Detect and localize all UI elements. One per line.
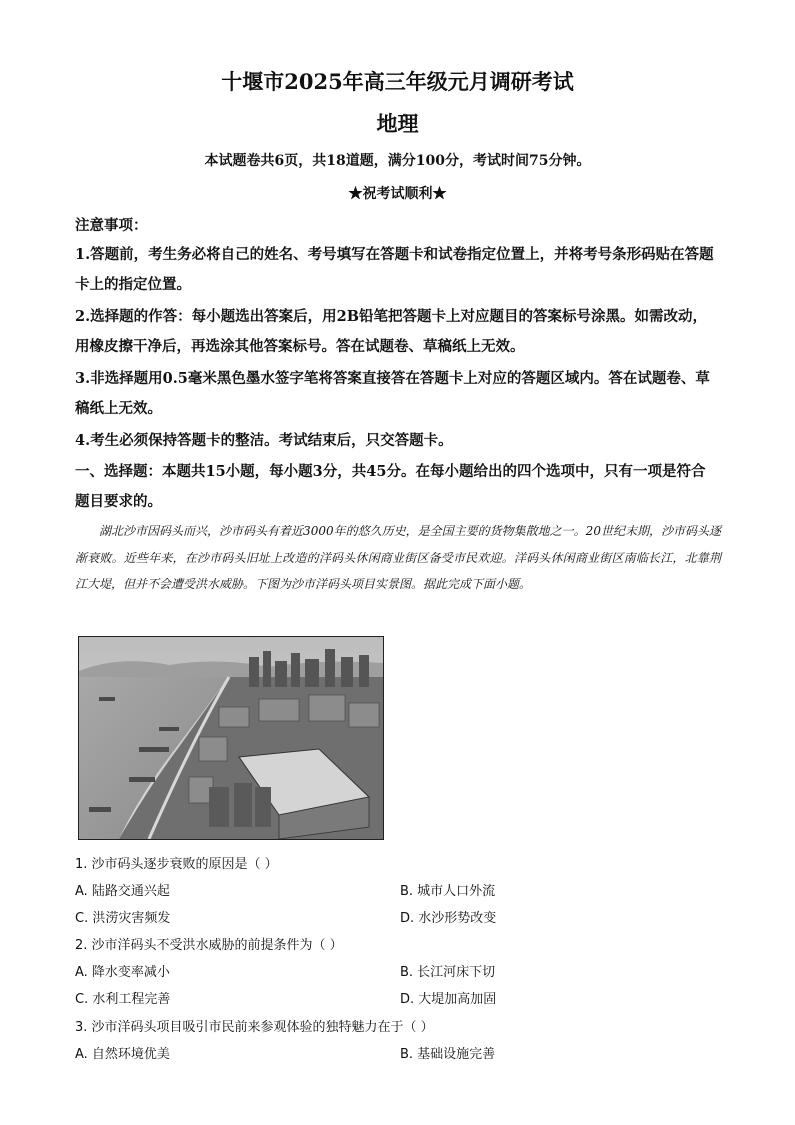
reading-passage: 湖北沙市因码头而兴，沙市码头有着近3000年的悠久历史，是全国主要的货物集散地之一。20世纪末期，沙市码头逐渐衰败。近些年来，在沙市码头旧址上改造的洋码头休闲商业街区备受市民欢迎。洋码头休闲商业街区南临长江，北靠荆江大堤，但并不会遭受洪水威胁。下图为沙市洋码头项目实景图。据此完成下面小题。 bbox=[75, 524, 721, 591]
exam-title: 十堰市2025年高三年级元月调研考试 bbox=[221, 69, 574, 94]
question-3-option-a[interactable]: A. 自然环境优美 bbox=[75, 1047, 170, 1062]
notice-item-2: 2.选择题的作答：每小题选出答案后，用2B铅笔把答题卡上对应题目的答案标号涂黑。如需改动，用橡皮擦干净后，再选涂其他答案标号。答在试题卷、草稿纸上无效。 bbox=[75, 308, 707, 355]
notice-item-4: 4.考生必须保持答题卡的整洁。考试结束后，只交答题卡。 bbox=[75, 432, 453, 449]
notice-item-1: 1.答题前，考生务必将自己的姓名、考号填写在答题卡和试卷指定位置上，并将考号条形码贴在答题卡上的指定位置。 bbox=[75, 246, 714, 293]
shashi-wharf-photo bbox=[78, 636, 384, 840]
exam-subject: 地理 bbox=[376, 111, 419, 136]
question-2-option-b[interactable]: B. 长江河床下切 bbox=[400, 965, 496, 980]
question-2-option-c[interactable]: C. 水利工程完善 bbox=[75, 992, 171, 1007]
exam-wish: ★祝考试顺利★ bbox=[348, 186, 447, 202]
question-1-option-d[interactable]: D. 水沙形势改变 bbox=[400, 911, 497, 926]
notice-heading: 注意事项： bbox=[75, 217, 148, 234]
question-1-option-c[interactable]: C. 洪涝灾害频发 bbox=[75, 911, 171, 926]
question-3-stem: 3. 沙市洋码头项目吸引市民前来参观体验的独特魅力在于（ ） bbox=[75, 1020, 434, 1035]
question-2-stem: 2. 沙市洋码头不受洪水威胁的前提条件为（ ） bbox=[75, 938, 343, 953]
question-2-option-a[interactable]: A. 降水变率减小 bbox=[75, 965, 170, 980]
question-2-option-d[interactable]: D. 大堤加高加固 bbox=[400, 992, 497, 1007]
exam-info: 本试题卷共6页，共18道题，满分100分，考试时间75分钟。 bbox=[204, 153, 591, 169]
question-1-stem: 1. 沙市码头逐步衰败的原因是（ ） bbox=[75, 857, 278, 872]
question-3-option-b[interactable]: B. 基础设施完善 bbox=[400, 1047, 496, 1062]
notice-item-3: 3.非选择题用0.5毫米黑色墨水签字笔将答案直接答在答题卡上对应的答题区域内。答在试题卷、草稿纸上无效。 bbox=[75, 370, 710, 417]
question-1-option-a[interactable]: A. 陆路交通兴起 bbox=[75, 884, 170, 899]
question-1-option-b[interactable]: B. 城市人口外流 bbox=[400, 884, 496, 899]
section-heading: 一、选择题：本题共15小题，每小题3分，共45分。在每小题给出的四个选项中，只有一项是符合题目要求的。 bbox=[75, 463, 706, 510]
